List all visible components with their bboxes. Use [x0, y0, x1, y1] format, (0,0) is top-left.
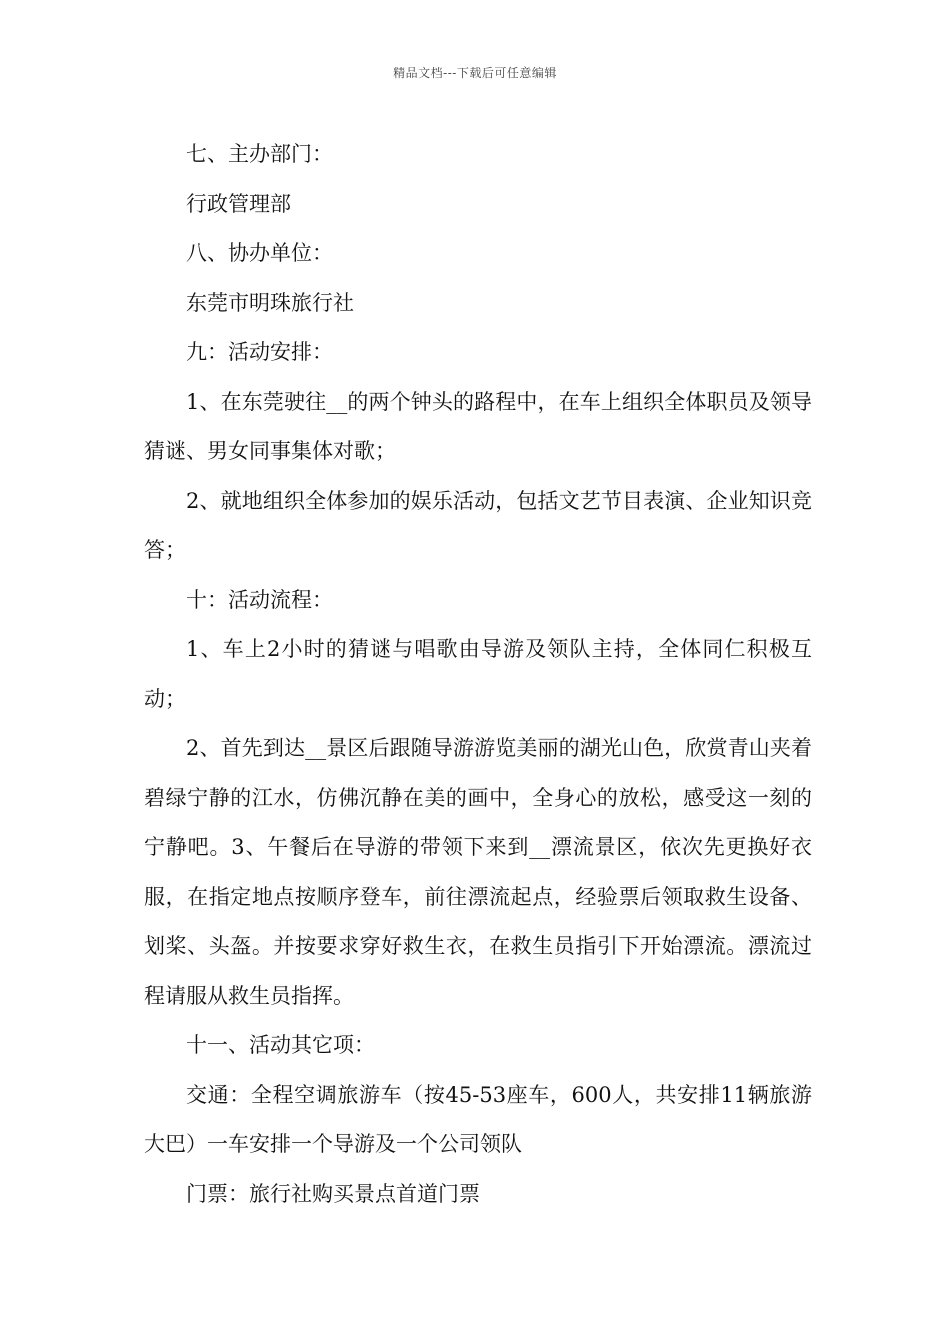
section-heading-other: 十一、活动其它项： — [186, 1033, 375, 1057]
process-item-2-3: 2、首先到达__景区后跟随导游游览美丽的湖光山色，欣赏青山夹着碧绿宁静的江水，仿佛沉静在美的画中，全身心的放松，感受这一刻的宁静吧。3、午餐后在导游的带领下来到__漂流景区，依次先更换好衣服，在指定地点按顺序登车，前往漂流起点，经验票后领取救生设备、划桨、头盔。并按要求穿好救生衣，在救生员指引下开始漂流。漂流过程请服从救生员指挥。 — [144, 736, 812, 1008]
section-heading-arrangement: 九：活动安排： — [186, 340, 333, 364]
arrangement-item-1: 1、在东莞驶往__的两个钟头的路程中，在车上组织全体职员及领导猜谜、男女同事集体对歌； — [144, 389, 812, 463]
other-tickets: 门票：旅行社购买景点首道门票 — [186, 1181, 480, 1206]
section-heading-co-organizer: 八、协办单位： — [186, 241, 333, 265]
section-heading-organizer: 七、主办部门： — [186, 142, 333, 166]
other-transport: 交通：全程空调旅游车（按45-53座车，600人，共安排11辆旅游大巴）一车安排一个导游及一个公司领队 — [144, 1082, 812, 1156]
page-header: 精品文档---下载后可任意编辑 — [393, 66, 557, 80]
section-heading-process: 十：活动流程： — [186, 587, 333, 612]
process-item-1: 1、车上2小时的猜谜与唱歌由导游及领队主持，全体同仁积极互动； — [144, 637, 812, 711]
arrangement-item-2: 2、就地组织全体参加的娱乐活动，包括文艺节目表演、企业知识竞答； — [144, 488, 812, 562]
organizer-name: 行政管理部 — [186, 191, 291, 216]
document-body — [144, 130, 812, 1219]
co-organizer-name: 东莞市明珠旅行社 — [186, 290, 354, 315]
